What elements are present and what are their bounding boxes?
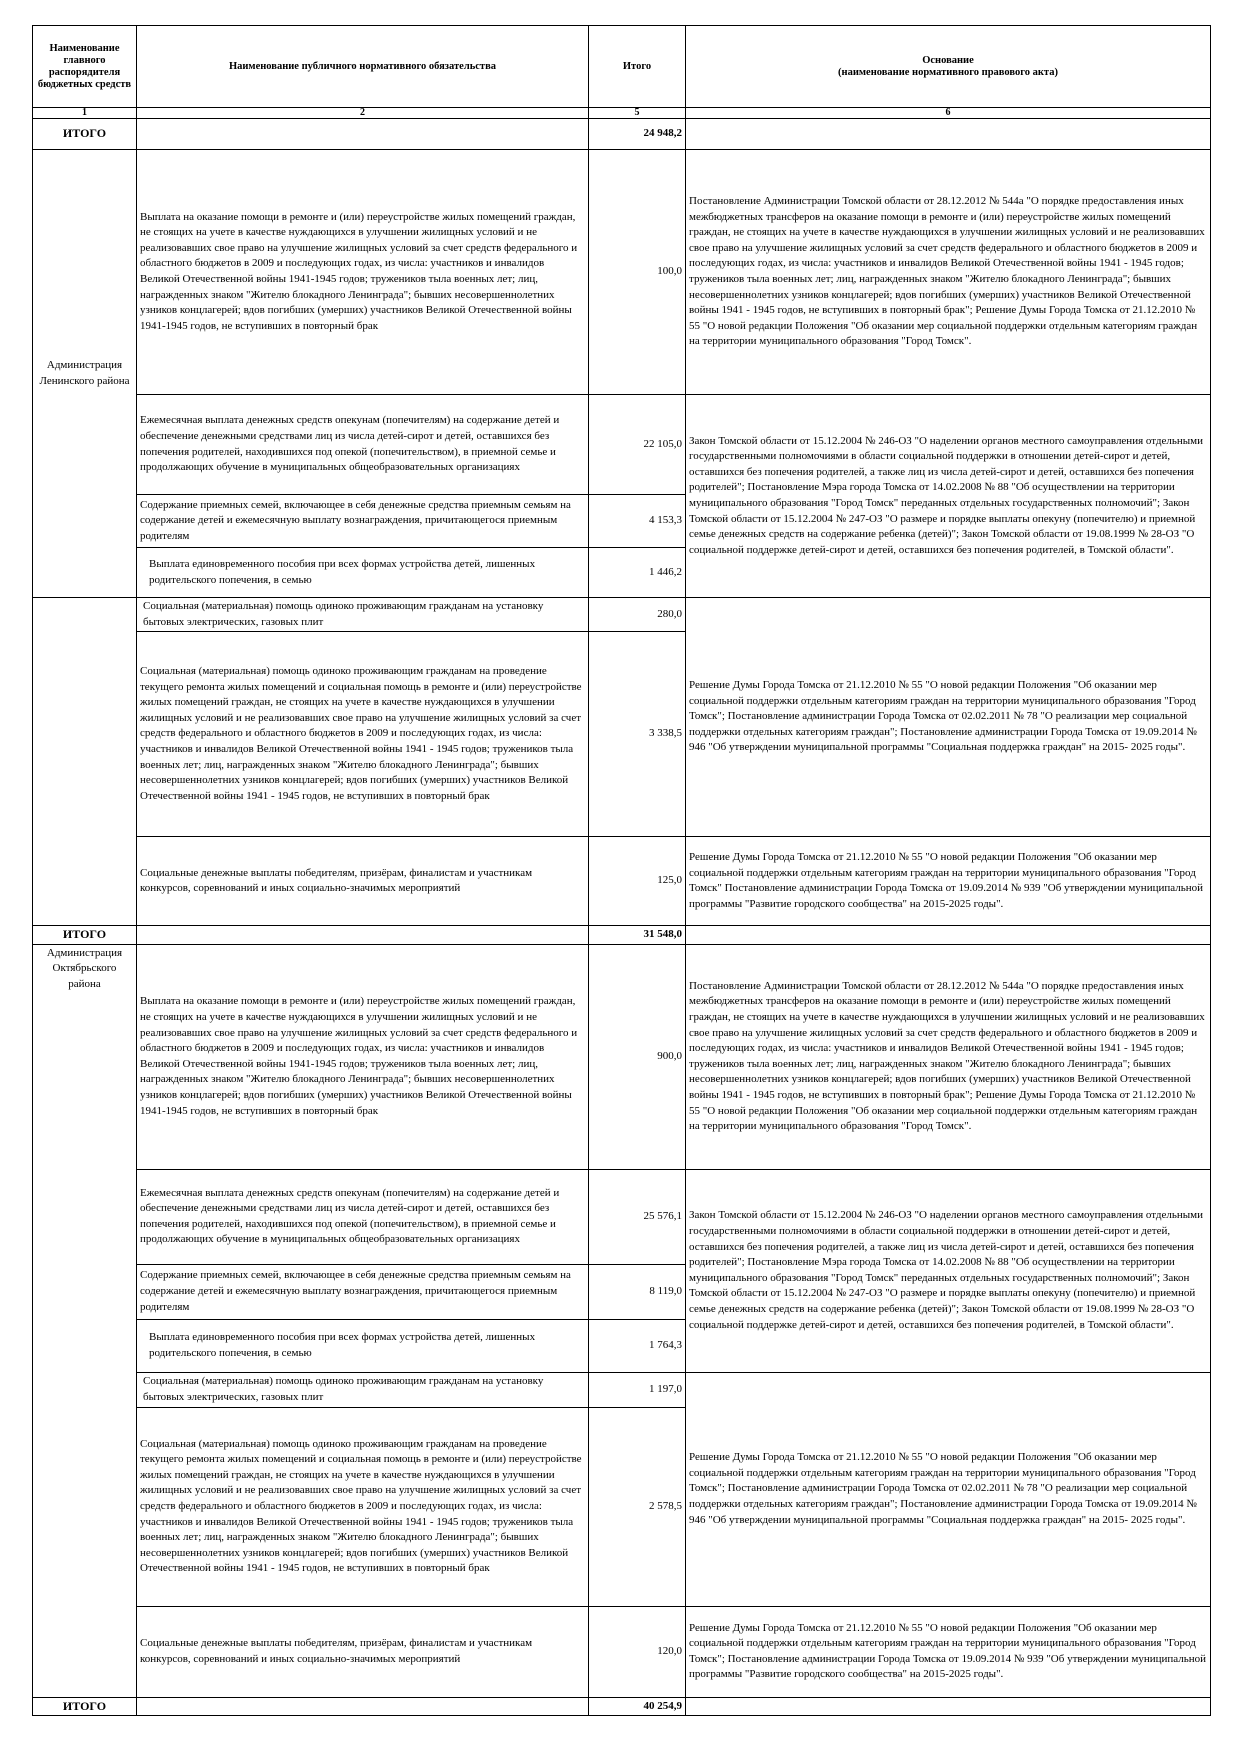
header-basis-title: Основание bbox=[922, 54, 974, 66]
column-number: 5 bbox=[589, 108, 686, 119]
column-number: 2 bbox=[137, 108, 589, 119]
obligation-name: Социальные денежные выплаты победителям, призёрам, финалистам и участникам конкурсов, соревнований и иных социально-значимых мероприятий bbox=[137, 837, 589, 926]
obligation-value: 3 338,5 bbox=[589, 632, 686, 837]
obligation-value: 900,0 bbox=[589, 944, 686, 1169]
table-row bbox=[33, 1606, 1211, 1697]
total-value: 31 548,0 bbox=[589, 926, 686, 945]
obligation-name: Выплата единовременного пособия при всех формах устройства детей, лишенных родительского попечения, в семью bbox=[137, 1319, 589, 1372]
manager-name: Администрация Ленинского района bbox=[33, 150, 137, 598]
header-col-basis bbox=[686, 26, 1211, 108]
obligation-value: 4 153,3 bbox=[589, 495, 686, 548]
empty-cell bbox=[137, 119, 589, 150]
obligation-value: 2 578,5 bbox=[589, 1407, 686, 1606]
table-row bbox=[33, 837, 1211, 926]
header-basis-subtitle: (наименование нормативного правового акта) bbox=[838, 66, 1058, 78]
total-row bbox=[33, 119, 1211, 150]
budget-obligations-table bbox=[32, 25, 1211, 1716]
empty-cell bbox=[137, 926, 589, 945]
table-row bbox=[33, 944, 1211, 1169]
obligation-name: Ежемесячная выплата денежных средств опекунам (попечителям) на содержание детей и обеспечение денежными средствами лиц из числа детей-сирот и детей, оставшихся без попечения родителей, находившихся под опекой (попечительством), в приемной семье и продолжающих обучение в муниципальных общеобразовательных организациях bbox=[137, 1169, 589, 1264]
header-col-total: Итого bbox=[589, 26, 686, 108]
empty-cell bbox=[137, 1697, 589, 1716]
total-label: ИТОГО bbox=[33, 119, 137, 150]
manager-name: Администрация Октябрьского района bbox=[33, 944, 137, 1697]
obligation-name: Выплата на оказание помощи в ремонте и (или) переустройстве жилых помещений граждан, не стоящих на учете в качестве нуждающихся в улучшении жилищных условий и не реализовавших свое право на улучшение жилищных условий за счет средств федерального и областного бюджетов в 2009 и последующих годах, из числа: участников и инвалидов Великой Отечественной войны 1941-1945 годов; тружеников тыла военных лет; лиц, награжденных знаком "Жителю блокадного Ленинграда"; бывших несовершеннолетних узников концлагерей; вдов погибших (умерших) участников Великой Отечественной войны 1941-1945 годов, не вступивших в повторный брак bbox=[137, 150, 589, 395]
total-label: ИТОГО bbox=[33, 926, 137, 945]
total-row bbox=[33, 926, 1211, 945]
total-value: 40 254,9 bbox=[589, 1697, 686, 1716]
obligation-value: 125,0 bbox=[589, 837, 686, 926]
obligation-name: Социальная (материальная) помощь одиноко проживающим гражданам на проведение текущего ремонта жилых помещений и социальная помощь в ремонте и (или) переустройстве жилых помещений граждан, не стоящих на учете в качестве нуждающихся в улучшении жилищных условий и не реализовавших свое право на улучшение жилищных условий за счет средств федерального и областного бюджетов в 2009 и последующих годах, из числа: участников и инвалидов Великой Отечественной войны 1941 - 1945 годов; тружеников тыла военных лет; лиц, награжденных знаком "Жителю блокадного Ленинграда"; бывших несовершеннолетних узников концлагерей; вдов погибших (умерших) участников Великой Отечественной войны 1941 - 1945 годов, не вступивших в повторный брак bbox=[137, 632, 589, 837]
obligation-name: Ежемесячная выплата денежных средств опекунам (попечителям) на содержание детей и обеспечение денежными средствами лиц из числа детей-сирот и детей, оставшихся без попечения родителей, находившихся под опекой (попечительством), в приемной семье и продолжающих обучение в муниципальных общеобразовательных организациях bbox=[137, 395, 589, 495]
empty-cell bbox=[686, 926, 1211, 945]
basis-text: Закон Томской области от 15.12.2004 № 246-ОЗ "О наделении органов местного самоуправления отдельными государственными полномочиями в области социальной поддержки в отношении детей-сирот и детей, оставшихся без попечения родителей, а также лиц из числа детей-сирот и детей, оставшихся без попечения родителей"; Постановление Мэра города Томска от 14.02.2008 № 88 "Об осуществлении на территории муниципального образования "Город Томск" переданных отдельных государственных полномочий"; Закон Томской области от 15.12.2004 № 247-ОЗ "О размере и порядке выплаты опекуну (попечителю) и приемной семье денежных средств на содержание ребенка (детей)"; Закон Томской области от 19.08.1999 № 28-ОЗ "О социальной поддержке детей-сирот и детей, оставшихся без попечения родителей, в Томской области". bbox=[686, 1169, 1211, 1372]
header-col-obligation: Наименование публичного нормативного обязательства bbox=[137, 26, 589, 108]
obligation-value: 120,0 bbox=[589, 1606, 686, 1697]
empty-cell bbox=[33, 598, 137, 926]
basis-text: Решение Думы Города Томска от 21.12.2010 № 55 "О новой редакции Положения "Об оказании мер социальной поддержки отдельным категориям граждан на территории муниципального образования "Город Томск"; Постановление администрации Города Томска от 02.02.2011 № 78 "О реализации мер социальной поддержки отдельных категориям граждан"; Постановление администрации Города Томска от 19.09.2014 № 946 "Об утверждении муниципальной программы "Социальная поддержка граждан" на 2015- 2025 годы". bbox=[686, 1372, 1211, 1606]
obligation-name: Выплата на оказание помощи в ремонте и (или) переустройстве жилых помещений граждан, не стоящих на учете в качестве нуждающихся в улучшении жилищных условий и не реализовавших свое право на улучшение жилищных условий за счет средств федерального и областного бюджетов в 2009 и последующих годах, из числа: участников и инвалидов Великой Отечественной войны 1941-1945 годов; тружеников тыла военных лет; лиц, награжденных знаком "Жителю блокадного Ленинграда"; бывших несовершеннолетних узников концлагерей; вдов погибших (умерших) участников Великой Отечественной войны 1941-1945 годов, не вступивших в повторный брак bbox=[137, 944, 589, 1169]
total-label: ИТОГО bbox=[33, 1697, 137, 1716]
table-row bbox=[33, 395, 1211, 495]
column-number: 6 bbox=[686, 108, 1211, 119]
obligation-name: Содержание приемных семей, включающее в себя денежные средства приемным семьям на содержание детей и ежемесячную выплату вознаграждения, причитающегося приемным родителям bbox=[137, 495, 589, 548]
basis-text: Решение Думы Города Томска от 21.12.2010 № 55 "О новой редакции Положения "Об оказании мер социальной поддержки отдельным категориям граждан на территории муниципального образования "Город Томск"; Постановление администрации Города Томска от 02.02.2011 № 78 "О реализации мер социальной поддержки отдельных категориям граждан"; Постановление администрации Города Томска от 19.09.2014 № 946 "Об утверждении муниципальной программы "Социальная поддержка граждан" на 2015- 2025 годы". bbox=[686, 598, 1211, 837]
obligation-value: 22 105,0 bbox=[589, 395, 686, 495]
empty-cell bbox=[686, 1697, 1211, 1716]
table-row bbox=[33, 1169, 1211, 1264]
obligation-name: Социальная (материальная) помощь одиноко проживающим гражданам на установку бытовых электрических, газовых плит bbox=[137, 598, 589, 632]
obligation-value: 1 446,2 bbox=[589, 548, 686, 598]
table-row bbox=[33, 598, 1211, 632]
total-row bbox=[33, 1697, 1211, 1716]
empty-cell bbox=[686, 119, 1211, 150]
obligation-value: 1 197,0 bbox=[589, 1372, 686, 1407]
obligation-name: Содержание приемных семей, включающее в себя денежные средства приемным семьям на содержание детей и ежемесячную выплату вознаграждения, причитающегося приемным родителям bbox=[137, 1264, 589, 1319]
obligation-name: Социальная (материальная) помощь одиноко проживающим гражданам на установку бытовых электрических, газовых плит bbox=[137, 1372, 589, 1407]
table-header-row bbox=[33, 26, 1211, 108]
header-col-manager: Наименование главного распорядителя бюджетных средств bbox=[33, 26, 137, 108]
basis-text: Решение Думы Города Томска от 21.12.2010 № 55 "О новой редакции Положения "Об оказании мер социальной поддержки отдельным категориям граждан на территории муниципального образования "Город Томск" Постановление администрации Города Томска от 19.09.2014 № 939 "Об утверждении муниципальной программы "Развитие городского сообщества" на 2015-2025 годы". bbox=[686, 837, 1211, 926]
column-number-row bbox=[33, 108, 1211, 119]
obligation-name: Социальные денежные выплаты победителям, призёрам, финалистам и участникам конкурсов, соревнований и иных социально-значимых мероприятий bbox=[137, 1606, 589, 1697]
obligation-value: 100,0 bbox=[589, 150, 686, 395]
basis-text: Решение Думы Города Томска от 21.12.2010 № 55 "О новой редакции Положения "Об оказании мер социальной поддержки отдельным категориям граждан на территории муниципального образования "Город Томск"; Постановление администрации Города Томска от 19.09.2014 № 939 "Об утверждении муниципальной программы "Развитие городского сообщества" на 2015-2025 годы". bbox=[686, 1606, 1211, 1697]
obligation-name: Выплата единовременного пособия при всех формах устройства детей, лишенных родительского попечения, в семью bbox=[137, 548, 589, 598]
basis-text: Закон Томской области от 15.12.2004 № 246-ОЗ "О наделении органов местного самоуправления отдельными государственными полномочиями в области социальной поддержки в отношении детей-сирот и детей, оставшихся без попечения родителей, а также лиц из числа детей-сирот и детей, оставшихся без попечения родителей"; Постановление Мэра города Томска от 14.02.2008 № 88 "Об осуществлении на территории муниципального образования "Город Томск" переданных отдельных государственных полномочий"; Закон Томской области от 15.12.2004 № 247-ОЗ "О размере и порядке выплаты опекуну (попечителю) и приемной семье денежных средств на содержание ребенка (детей)"; Закон Томской области от 19.08.1999 № 28-ОЗ "О социальной поддержке детей-сирот и детей, оставшихся без попечения родителей, в Томской области". bbox=[686, 395, 1211, 598]
obligation-name: Социальная (материальная) помощь одиноко проживающим гражданам на проведение текущего ремонта жилых помещений и социальная помощь в ремонте и (или) переустройстве жилых помещений граждан, не стоящих на учете в качестве нуждающихся в улучшении жилищных условий и не реализовавших свое право на улучшение жилищных условий за счет средств федерального и областного бюджетов в 2009 и последующих годах, из числа: участников и инвалидов Великой Отечественной войны 1941 - 1945 годов; тружеников тыла военных лет; лиц, награжденных знаком "Жителю блокадного Ленинграда"; бывших несовершеннолетних узников концлагерей; вдов погибших (умерших) участников Великой Отечественной войны 1941 - 1945 годов, не вступивших в повторный брак bbox=[137, 1407, 589, 1606]
total-value: 24 948,2 bbox=[589, 119, 686, 150]
column-number: 1 bbox=[33, 108, 137, 119]
obligation-value: 280,0 bbox=[589, 598, 686, 632]
table-row bbox=[33, 150, 1211, 395]
table-row bbox=[33, 1372, 1211, 1407]
basis-text: Постановление Администрации Томской области от 28.12.2012 № 544а "О порядке предоставления иных межбюджетных трансферов на оказание помощи в ремонте и (или) переустройстве жилых помещений граждан, не стоящих на учете в качестве нуждающихся в улучшении жилищных условий и не реализовавших свое право на улучшение жилищных условий за счет средств федерального и областного бюджетов в 2009 и последующих годах, из числа: участников и инвалидов Великой Отечественной войны 1941 - 1945 годов; тружеников тыла военных лет; лиц, награжденных знаком "Жителю блокадного Ленинграда"; бывших несовершеннолетних узников концлагерей; вдов погибших (умерших) участников Великой Отечественной войны 1941 - 1945 годов, не вступивших в повторный брак"; Решение Думы Города Томска от 21.12.2010 № 55 "О новой редакции Положения "Об оказании мер социальной поддержки отдельным категориям граждан на территории муниципального образования "Город Томск". bbox=[686, 150, 1211, 395]
basis-text: Постановление Администрации Томской области от 28.12.2012 № 544а "О порядке предоставления иных межбюджетных трансферов на оказание помощи в ремонте и (или) переустройстве жилых помещений граждан, не стоящих на учете в качестве нуждающихся в улучшении жилищных условий и не реализовавших свое право на улучшение жилищных условий за счет средств федерального и областного бюджетов в 2009 и последующих годах, из числа: участников и инвалидов Великой Отечественной войны 1941 - 1945 годов; тружеников тыла военных лет; лиц, награжденных знаком "Жителю блокадного Ленинграда"; бывших несовершеннолетних узников концлагерей; вдов погибших (умерших) участников Великой Отечественной войны 1941 - 1945 годов, не вступивших в повторный брак"; Решение Думы Города Томска от 21.12.2010 № 55 "О новой редакции Положения "Об оказании мер социальной поддержки отдельным категориям граждан на территории муниципального образования "Город Томск". bbox=[686, 944, 1211, 1169]
obligation-value: 8 119,0 bbox=[589, 1264, 686, 1319]
obligation-value: 1 764,3 bbox=[589, 1319, 686, 1372]
obligation-value: 25 576,1 bbox=[589, 1169, 686, 1264]
